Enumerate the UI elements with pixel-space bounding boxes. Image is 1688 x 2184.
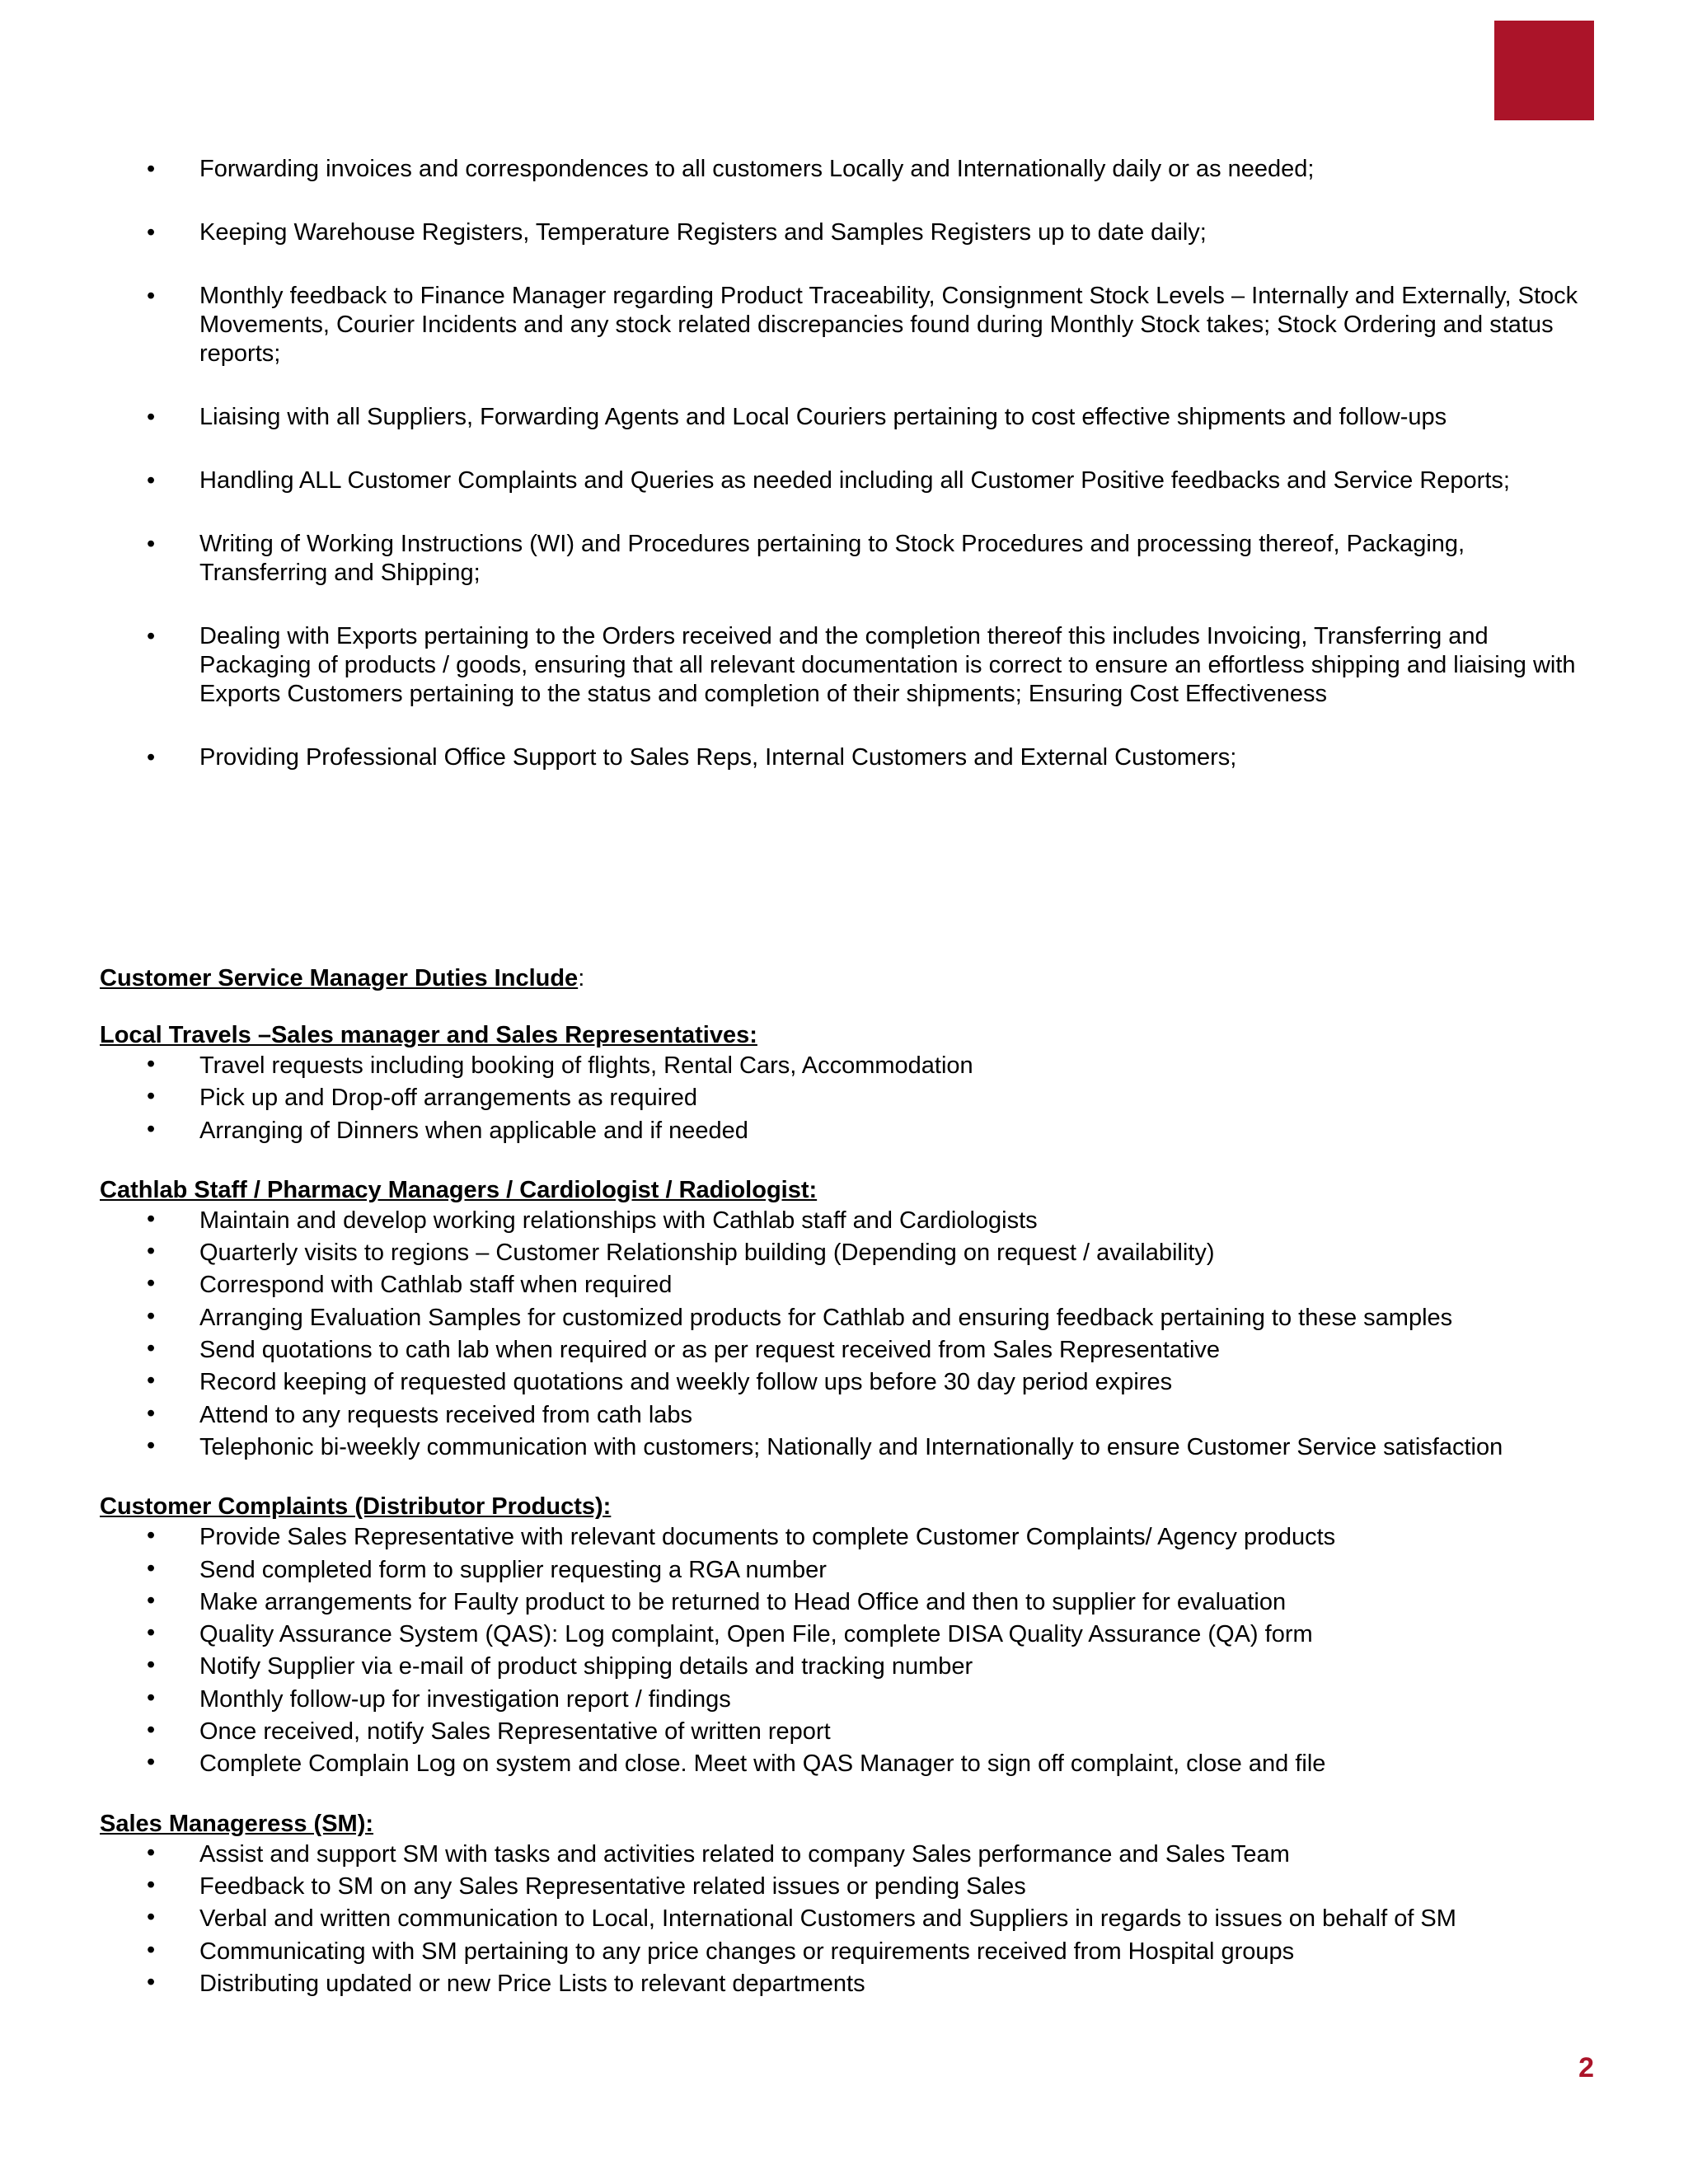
section-list [0,1205,1688,1464]
list-item [0,1968,1688,2000]
bullet-icon: • [147,1717,156,1744]
list-item [0,743,1688,772]
list-item [0,622,1688,709]
bullet-icon: • [147,467,156,494]
bullet-icon: • [147,1586,156,1614]
list-item [0,1334,1688,1366]
list-item [0,1903,1688,1935]
list-item [0,1269,1688,1301]
red-corner-block [1494,21,1594,120]
section-heading: Customer Complaints (Distributor Products): [100,1493,612,1521]
list-item [0,155,1688,184]
list-item-text: Verbal and written communication to Local, International Customers and Suppliers in regards to issues on behalf of SM [199,1905,1456,1933]
list-item-text: Attend to any requests received from cath labs [199,1401,693,1428]
list-item-text: Monthly feedback to Finance Manager regarding Product Traceability, Consignment Stock Levels – Internally and Externally, Stock Movements, Courier Incidents and any stock related discrepancies found during Monthly Stock takes; Stock Ordering and status reports; [199,283,1578,367]
bullet-icon: • [147,219,156,246]
section-list [0,1521,1688,1780]
bullet-icon: • [147,1554,156,1582]
list-item-text: Pick up and Drop-off arrangements as required [199,1085,697,1112]
list-item [0,1237,1688,1269]
list-item [0,1619,1688,1651]
list-item [0,1399,1688,1432]
bullet-icon: • [147,531,156,557]
bullet-icon: • [147,1205,156,1232]
list-item-text: Telephonic bi-weekly communication with customers; Nationally and Internationally to ensure Customer Service satisfaction [199,1433,1503,1460]
page-number: 2 [1578,2052,1594,2083]
list-item-text: Distributing updated or new Price Lists to relevant departments [199,1970,865,1997]
bullet-icon: • [147,1270,156,1297]
list-item [0,530,1688,588]
bullet-icon: • [147,283,156,309]
list-item-text: Complete Complain Log on system and close. Meet with QAS Manager to sign off complaint, close and file [199,1750,1326,1778]
list-item [0,1586,1688,1619]
bullet-icon: • [147,1083,156,1110]
list-item-text: Record keeping of requested quotations and weekly follow ups before 30 day period expires [199,1369,1173,1396]
list-item-text: Travel requests including booking of flights, Rental Cars, Accommodation [199,1052,973,1079]
section-list [0,1050,1688,1147]
list-item [0,466,1688,495]
section-cathlab [0,1176,1688,1464]
list-item-text: Writing of Working Instructions (WI) and Procedures pertaining to Stock Procedures and processing thereof, Packaging, Transferring and Shipping; [199,531,1465,586]
bullet-icon: • [147,1115,156,1142]
bullet-icon: • [147,404,156,430]
list-item [0,282,1688,368]
list-item [0,1684,1688,1716]
bullet-icon: • [147,1335,156,1362]
section-heading: Local Travels –Sales manager and Sales Representatives: [100,1022,757,1048]
list-item [0,1651,1688,1683]
list-item [0,1871,1688,1903]
list-item [0,1366,1688,1399]
list-item [0,1839,1688,1871]
bullet-icon: • [147,1619,156,1647]
bullet-icon: • [147,1652,156,1679]
list-item [0,1521,1688,1554]
list-item-text: Correspond with Cathlab staff when required [199,1272,673,1299]
list-item [0,403,1688,432]
list-item-text: Liaising with all Suppliers, Forwarding Agents and Local Couriers pertaining to cost effective shipments and follow-ups [199,404,1447,430]
list-item-text: Provide Sales Representative with relevant documents to complete Customer Complaints/ Agency products [199,1524,1336,1551]
bullet-icon: • [147,1522,156,1549]
list-item [0,1716,1688,1748]
list-item-text: Quality Assurance System (QAS): Log complaint, Open File, complete DISA Quality Assurance (QA) form [199,1621,1313,1648]
list-item-text: Handling ALL Customer Complaints and Queries as needed including all Customer Positive feedbacks and Service Reports; [199,467,1510,494]
list-item-text: Once received, notify Sales Representative of written report [199,1718,831,1746]
list-item-text: Providing Professional Office Support to Sales Reps, Internal Customers and External Customers; [199,744,1237,771]
list-item-text: Send quotations to cath lab when required or as per request received from Sales Representative [199,1337,1221,1364]
bullet-icon: • [147,1367,156,1394]
csm-heading [0,964,1688,993]
bullet-icon: • [147,1968,156,1995]
list-item [0,1936,1688,1968]
list-item [0,1432,1688,1464]
bullet-icon: • [147,1839,156,1866]
bullet-icon: • [147,1871,156,1898]
list-item [0,1050,1688,1082]
list-item-text: Arranging Evaluation Samples for customized products for Cathlab and ensuring feedback pertaining to these samples [199,1304,1453,1331]
list-item-text: Feedback to SM on any Sales Representative related issues or pending Sales [199,1872,1026,1900]
bullet-icon: • [147,1432,156,1459]
bullet-icon: • [147,1904,156,1931]
bullet-icon: • [147,623,156,649]
csm-heading-text: Customer Service Manager Duties Include [100,965,579,991]
list-item [0,1205,1688,1237]
list-item [0,1302,1688,1334]
section-list [0,1839,1688,2000]
bullet-icon: • [147,1238,156,1265]
list-item-text: Monthly follow-up for investigation report / findings [199,1685,731,1713]
list-item-text: Send completed form to supplier requesting a RGA number [199,1556,827,1583]
list-item [0,1082,1688,1114]
top-duties-list [0,155,1688,807]
bullet-icon: • [147,1051,156,1077]
list-item [0,218,1688,247]
list-item-text: Arranging of Dinners when applicable and if needed [199,1117,748,1144]
list-item-text: Notify Supplier via e-mail of product shipping details and tracking number [199,1653,973,1680]
bullet-icon: • [147,1684,156,1711]
list-item-text: Assist and support SM with tasks and activities related to company Sales performance and Sales Team [199,1840,1290,1868]
bullet-icon: • [147,744,156,771]
section-heading: Cathlab Staff / Pharmacy Managers / Cardiologist / Radiologist: [100,1176,818,1203]
list-item [0,1115,1688,1147]
list-item-text: Maintain and develop working relationships with Cathlab staff and Cardiologists [199,1207,1038,1234]
bullet-icon: • [147,156,156,182]
list-item-text: Communicating with SM pertaining to any price changes or requirements received from Hospital groups [199,1938,1295,1965]
bullet-icon: • [147,1749,156,1776]
csm-heading-suffix: : [578,965,585,991]
bullet-icon: • [147,1302,156,1329]
list-item [0,1554,1688,1586]
section-customer-complaints [0,1493,1688,1780]
csm-duties [0,964,1688,2029]
list-item-text: Forwarding invoices and correspondences to all customers Locally and Internationally daily or as needed; [199,156,1315,182]
section-heading: Sales Manageress (SM): [100,1810,374,1837]
bullet-icon: • [147,1399,156,1427]
section-sales-manageress [0,1810,1688,2000]
list-item-text: Keeping Warehouse Registers, Temperature Registers and Samples Registers up to date daily; [199,219,1207,246]
list-item-text: Dealing with Exports pertaining to the Orders received and the completion thereof this includes Invoicing, Transferring and Packaging of products / goods, ensuring that all relevant documentation is correct to ensure an effortless shipping and liaising with Exports Customers pertaining to the status and completion of their shipments; Ensuring Cost Effectiveness [199,623,1576,707]
section-local-travels [0,1021,1688,1147]
list-item-text: Quarterly visits to regions – Customer Relationship building (Depending on request / availability) [199,1240,1215,1267]
list-item [0,1748,1688,1780]
list-item-text: Make arrangements for Faulty product to be returned to Head Office and then to supplier for evaluation [199,1588,1287,1615]
bullet-icon: • [147,1936,156,1963]
